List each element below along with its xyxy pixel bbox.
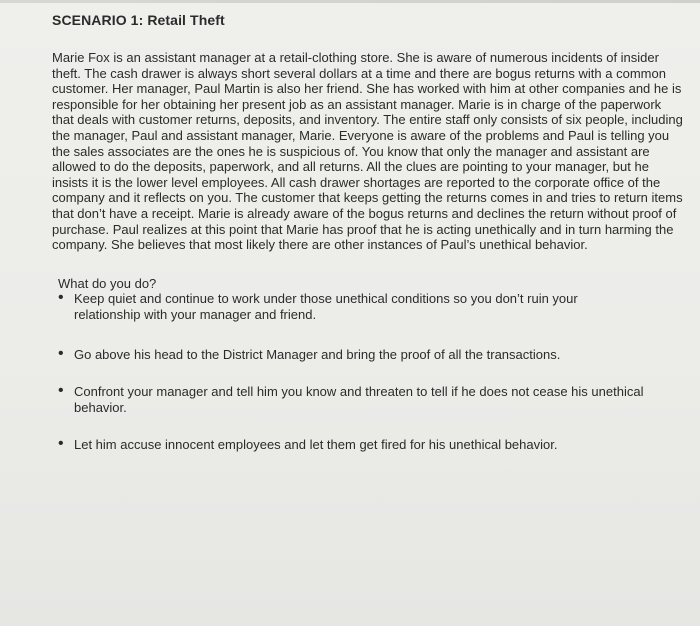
option-keep-quiet: • Keep quiet and continue to work under those unethical conditions so you don’t ruin your relationship with your manager and friend.	[58, 291, 644, 322]
option-go-above: • Go above his head to the District Manager and bring the proof of all the transactions.	[58, 347, 644, 363]
question-text: What do you do?	[58, 275, 157, 291]
option-let-accuse: • Let him accuse innocent employees and let them get fired for his unethical behavior.	[58, 437, 644, 453]
scenario-paragraph: Marie Fox is an assistant manager at a retail-clothing store. She is aware of numerous incidents of insider theft. The cash drawer is always short several dollars at a time and there are bogus returns with a common customer. Her manager, Paul Martin is also her friend. She has worked with him at other companies and he is responsible for her obtaining her present job as an assistant manager. Marie is in charge of the paperwork that deals with customer returns, deposits, and inventory. The entire staff only consists of six people, including the manager, Paul and assistant manager, Marie. Everyone is aware of the problems and Paul is telling you the sales associates are the ones he is suspicious of. You know that only the manager and assistant are allowed to do the deposits, paperwork, and all returns. All the clues are pointing to your manager, but he insists it is the lower level employees. All cash drawer shortages are reported to the corporate office of the company and it reflects on you. The customer that keeps getting the returns comes in and tries to return items that don’t have a receipt. Marie is already aware of the bogus returns and declines the return without proof of purchase. Paul realizes at this point that Marie has proof that he is acting unethically and in turn harming the company. She believes that most likely there are other instances of Paul’s unethical behavior.	[52, 50, 683, 253]
page-top-edge	[0, 0, 700, 3]
scenario-title: SCENARIO 1: Retail Theft	[52, 12, 225, 28]
scenario-content	[52, 50, 684, 453]
option-confront: • Confront your manager and tell him you know and threaten to tell if he does not cease his unethical behavior.	[58, 384, 644, 415]
